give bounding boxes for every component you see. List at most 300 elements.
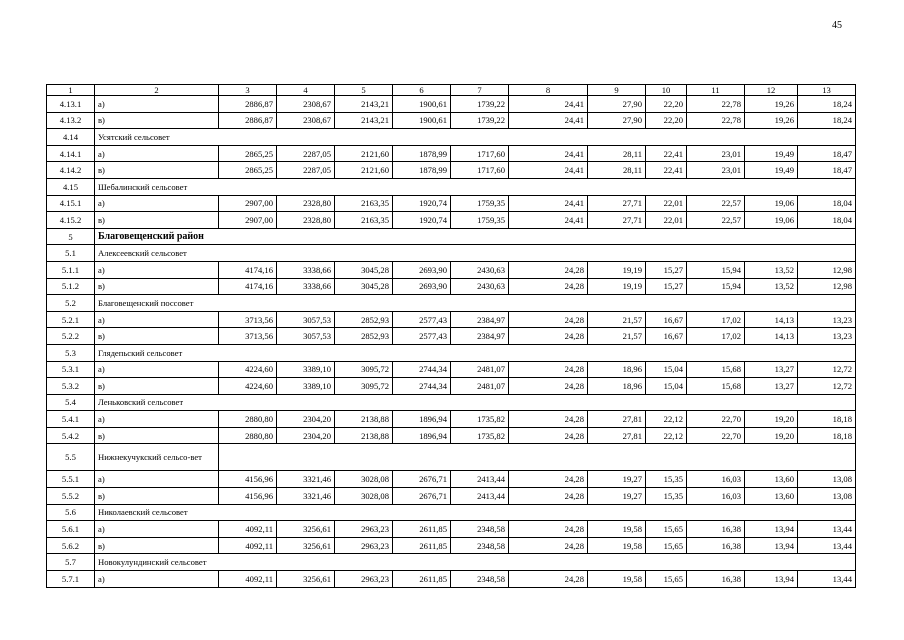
row-number-cell: 5.6.1: [47, 521, 95, 538]
value-cell: 3338,66: [277, 261, 335, 278]
value-cell: 2143,21: [335, 112, 393, 129]
table-row: [47, 112, 856, 129]
value-cell: 14,13: [745, 311, 798, 328]
value-cell: 2744,34: [393, 361, 451, 378]
value-cell: 2676,71: [393, 471, 451, 488]
value-cell: 2384,97: [451, 311, 509, 328]
value-cell: 18,04: [798, 212, 856, 229]
value-cell: 27,90: [588, 112, 646, 129]
value-cell: 17,02: [687, 311, 745, 328]
value-cell: 19,20: [745, 411, 798, 428]
variant-cell: в): [95, 278, 219, 295]
value-cell: 1896,94: [393, 411, 451, 428]
section-row: [47, 344, 856, 361]
value-cell: 24,28: [509, 378, 588, 395]
column-number-cell: 9: [588, 85, 646, 96]
value-cell: 15,94: [687, 278, 745, 295]
table-row: [47, 411, 856, 428]
row-number-cell: 5.3.2: [47, 378, 95, 395]
table-row: [47, 378, 856, 395]
column-number-cell: 4: [277, 85, 335, 96]
value-cell: 17,02: [687, 328, 745, 345]
table-row: [47, 471, 856, 488]
column-number-cell: 7: [451, 85, 509, 96]
value-cell: 4174,16: [219, 278, 277, 295]
value-cell: 13,23: [798, 311, 856, 328]
value-cell: 2163,35: [335, 195, 393, 212]
value-cell: 1878,99: [393, 162, 451, 179]
table-row: [47, 212, 856, 229]
row-number-cell: 5.5.1: [47, 471, 95, 488]
section-row: [47, 178, 856, 195]
section-row: [47, 295, 856, 312]
value-cell: 18,47: [798, 162, 856, 179]
variant-cell: в): [95, 427, 219, 444]
table-body: [47, 85, 856, 588]
value-cell: 15,04: [646, 378, 687, 395]
value-cell: 22,78: [687, 96, 745, 113]
row-number-cell: 4.14.2: [47, 162, 95, 179]
value-cell: 15,35: [646, 471, 687, 488]
value-cell: 18,24: [798, 96, 856, 113]
variant-cell: а): [95, 521, 219, 538]
column-number-cell: 3: [219, 85, 277, 96]
variant-cell: а): [95, 96, 219, 113]
value-cell: 2308,67: [277, 96, 335, 113]
value-cell: 2886,87: [219, 96, 277, 113]
value-cell: 2348,58: [451, 537, 509, 554]
value-cell: 19,27: [588, 471, 646, 488]
value-cell: 2348,58: [451, 521, 509, 538]
row-number-cell: 5.7: [47, 554, 95, 571]
value-cell: 1735,82: [451, 427, 509, 444]
column-number-cell: 1: [47, 85, 95, 96]
value-cell: 4092,11: [219, 521, 277, 538]
settlement-name: Николаевский сельсовет: [95, 504, 856, 521]
value-cell: 23,01: [687, 145, 745, 162]
value-cell: 3045,28: [335, 278, 393, 295]
value-cell: 2304,20: [277, 427, 335, 444]
variant-cell: в): [95, 378, 219, 395]
value-cell: 3338,66: [277, 278, 335, 295]
value-cell: 2328,80: [277, 195, 335, 212]
value-cell: 19,27: [588, 488, 646, 505]
value-cell: 2963,23: [335, 521, 393, 538]
value-cell: 13,60: [745, 488, 798, 505]
variant-cell: а): [95, 361, 219, 378]
value-cell: 24,28: [509, 521, 588, 538]
value-cell: 27,81: [588, 411, 646, 428]
value-cell: 16,38: [687, 537, 745, 554]
value-cell: 3256,61: [277, 521, 335, 538]
value-cell: 2676,71: [393, 488, 451, 505]
value-cell: 3095,72: [335, 378, 393, 395]
column-number-cell: 12: [745, 85, 798, 96]
page-number: 45: [832, 20, 842, 31]
value-cell: 2308,67: [277, 112, 335, 129]
value-cell: 12,98: [798, 261, 856, 278]
value-cell: 27,71: [588, 212, 646, 229]
value-cell: 3256,61: [277, 537, 335, 554]
value-cell: 4092,11: [219, 537, 277, 554]
value-cell: 2328,80: [277, 212, 335, 229]
value-cell: 22,57: [687, 212, 745, 229]
value-cell: 28,11: [588, 145, 646, 162]
value-cell: 3389,10: [277, 361, 335, 378]
value-cell: 24,41: [509, 96, 588, 113]
variant-cell: а): [95, 471, 219, 488]
tariff-table: [46, 84, 856, 588]
value-cell: 2744,34: [393, 378, 451, 395]
value-cell: 2304,20: [277, 411, 335, 428]
value-cell: 2481,07: [451, 378, 509, 395]
row-number-cell: 5.2: [47, 295, 95, 312]
value-cell: 2907,00: [219, 195, 277, 212]
value-cell: 1717,60: [451, 162, 509, 179]
value-cell: 13,60: [745, 471, 798, 488]
value-cell: 2865,25: [219, 162, 277, 179]
value-cell: 16,03: [687, 488, 745, 505]
row-number-cell: 4.15.2: [47, 212, 95, 229]
value-cell: 16,03: [687, 471, 745, 488]
row-number-cell: 5.7.1: [47, 571, 95, 588]
value-cell: 2693,90: [393, 278, 451, 295]
value-cell: 2880,80: [219, 411, 277, 428]
section-row: [47, 394, 856, 411]
value-cell: 21,57: [588, 328, 646, 345]
value-cell: 1735,82: [451, 411, 509, 428]
value-cell: 2143,21: [335, 96, 393, 113]
value-cell: 1717,60: [451, 145, 509, 162]
value-cell: 27,71: [588, 195, 646, 212]
value-cell: 2430,63: [451, 261, 509, 278]
value-cell: 22,78: [687, 112, 745, 129]
value-cell: 24,28: [509, 471, 588, 488]
value-cell: 24,28: [509, 311, 588, 328]
row-number-cell: 5.1: [47, 245, 95, 262]
value-cell: 18,47: [798, 145, 856, 162]
row-number-cell: 5.5.2: [47, 488, 95, 505]
value-cell: 2384,97: [451, 328, 509, 345]
value-cell: 24,41: [509, 145, 588, 162]
settlement-name: Алексеевский сельсовет: [95, 245, 856, 262]
value-cell: 24,28: [509, 328, 588, 345]
value-cell: 13,23: [798, 328, 856, 345]
value-cell: 16,67: [646, 328, 687, 345]
table-row: [47, 488, 856, 505]
value-cell: 1920,74: [393, 212, 451, 229]
value-cell: 2852,93: [335, 328, 393, 345]
value-cell: 24,41: [509, 112, 588, 129]
value-cell: 18,96: [588, 378, 646, 395]
row-number-cell: 5.4.1: [47, 411, 95, 428]
value-cell: 15,35: [646, 488, 687, 505]
variant-cell: в): [95, 162, 219, 179]
column-number-cell: 8: [509, 85, 588, 96]
value-cell: 2121,60: [335, 145, 393, 162]
value-cell: 2611,85: [393, 571, 451, 588]
row-number-cell: 4.14.1: [47, 145, 95, 162]
value-cell: 12,72: [798, 361, 856, 378]
value-cell: 3057,53: [277, 328, 335, 345]
value-cell: 19,06: [745, 195, 798, 212]
column-number-header: [47, 85, 856, 96]
value-cell: 24,28: [509, 488, 588, 505]
value-cell: 2481,07: [451, 361, 509, 378]
column-number-cell: 11: [687, 85, 745, 96]
column-number-cell: 5: [335, 85, 393, 96]
table-row: [47, 427, 856, 444]
value-cell: 19,26: [745, 96, 798, 113]
value-cell: 18,18: [798, 411, 856, 428]
variant-cell: в): [95, 488, 219, 505]
value-cell: 2963,23: [335, 571, 393, 588]
value-cell: 2852,93: [335, 311, 393, 328]
value-cell: 22,57: [687, 195, 745, 212]
variant-cell: в): [95, 328, 219, 345]
variant-cell: в): [95, 212, 219, 229]
value-cell: 15,27: [646, 278, 687, 295]
value-cell: 15,65: [646, 571, 687, 588]
value-cell: 13,44: [798, 521, 856, 538]
value-cell: 4156,96: [219, 471, 277, 488]
value-cell: 13,52: [745, 278, 798, 295]
row-number-cell: 5.6: [47, 504, 95, 521]
value-cell: 22,12: [646, 427, 687, 444]
value-cell: 2287,05: [277, 162, 335, 179]
value-cell: 22,01: [646, 212, 687, 229]
value-cell: 12,72: [798, 378, 856, 395]
value-cell: 24,28: [509, 427, 588, 444]
value-cell: 3256,61: [277, 571, 335, 588]
table-row: [47, 195, 856, 212]
value-cell: 3028,08: [335, 471, 393, 488]
value-cell: 2611,85: [393, 537, 451, 554]
value-cell: 3095,72: [335, 361, 393, 378]
value-cell: 2121,60: [335, 162, 393, 179]
variant-cell: а): [95, 145, 219, 162]
table-row: [47, 571, 856, 588]
value-cell: 16,38: [687, 571, 745, 588]
table-row: [47, 96, 856, 113]
table-row: [47, 162, 856, 179]
value-cell: 24,28: [509, 571, 588, 588]
value-cell: 4156,96: [219, 488, 277, 505]
value-cell: 22,20: [646, 96, 687, 113]
table-row: [47, 521, 856, 538]
value-cell: 19,49: [745, 162, 798, 179]
row-number-cell: 5.1.1: [47, 261, 95, 278]
value-cell: 22,41: [646, 145, 687, 162]
value-cell: 1759,35: [451, 212, 509, 229]
row-number-cell: 5.3: [47, 344, 95, 361]
value-cell: 1920,74: [393, 195, 451, 212]
value-cell: 15,68: [687, 361, 745, 378]
value-cell: 2163,35: [335, 212, 393, 229]
value-cell: 2413,44: [451, 488, 509, 505]
value-cell: 13,94: [745, 537, 798, 554]
value-cell: 16,38: [687, 521, 745, 538]
row-number-cell: 5.6.2: [47, 537, 95, 554]
value-cell: 22,70: [687, 427, 745, 444]
variant-cell: в): [95, 537, 219, 554]
value-cell: 4224,60: [219, 378, 277, 395]
value-cell: 2880,80: [219, 427, 277, 444]
row-number-cell: 4.13.1: [47, 96, 95, 113]
value-cell: 13,94: [745, 571, 798, 588]
row-number-cell: 5: [47, 228, 95, 245]
row-number-cell: 5.5: [47, 444, 95, 471]
settlement-name: Усятский сельсовет: [95, 129, 856, 146]
value-cell: 22,41: [646, 162, 687, 179]
table-row: [47, 361, 856, 378]
value-cell: 21,57: [588, 311, 646, 328]
row-number-cell: 4.14: [47, 129, 95, 146]
column-number-cell: 2: [95, 85, 219, 96]
value-cell: 14,13: [745, 328, 798, 345]
value-cell: 2413,44: [451, 471, 509, 488]
value-cell: 2138,88: [335, 411, 393, 428]
value-cell: 4224,60: [219, 361, 277, 378]
value-cell: 2138,88: [335, 427, 393, 444]
value-cell: 2865,25: [219, 145, 277, 162]
value-cell: 13,52: [745, 261, 798, 278]
value-cell: 2287,05: [277, 145, 335, 162]
column-number-cell: 6: [393, 85, 451, 96]
value-cell: 16,67: [646, 311, 687, 328]
value-cell: 19,20: [745, 427, 798, 444]
value-cell: 1739,22: [451, 112, 509, 129]
variant-cell: а): [95, 311, 219, 328]
value-cell: 3713,56: [219, 311, 277, 328]
row-number-cell: 4.15: [47, 178, 95, 195]
value-cell: 19,06: [745, 212, 798, 229]
value-cell: 13,44: [798, 571, 856, 588]
variant-cell: а): [95, 411, 219, 428]
table-row: [47, 328, 856, 345]
settlement-name: Глядепьский сельсовет: [95, 344, 856, 361]
value-cell: 15,68: [687, 378, 745, 395]
value-cell: 13,44: [798, 537, 856, 554]
table-row: [47, 145, 856, 162]
value-cell: 19,26: [745, 112, 798, 129]
value-cell: 22,20: [646, 112, 687, 129]
value-cell: 2611,85: [393, 521, 451, 538]
row-number-cell: 5.4.2: [47, 427, 95, 444]
value-cell: 3321,46: [277, 488, 335, 505]
table-row: [47, 261, 856, 278]
value-cell: 1896,94: [393, 427, 451, 444]
section-row: [47, 444, 856, 471]
value-cell: 1878,99: [393, 145, 451, 162]
value-cell: 13,08: [798, 471, 856, 488]
value-cell: 22,70: [687, 411, 745, 428]
value-cell: 15,65: [646, 521, 687, 538]
row-number-cell: 5.1.2: [47, 278, 95, 295]
value-cell: 23,01: [687, 162, 745, 179]
table-row: [47, 537, 856, 554]
column-number-cell: 10: [646, 85, 687, 96]
value-cell: 18,18: [798, 427, 856, 444]
value-cell: 13,94: [745, 521, 798, 538]
value-cell: 2430,63: [451, 278, 509, 295]
value-cell: 1900,61: [393, 96, 451, 113]
settlement-name: Шебалинский сельсовет: [95, 178, 856, 195]
value-cell: 15,27: [646, 261, 687, 278]
value-cell: 27,90: [588, 96, 646, 113]
value-cell: 22,01: [646, 195, 687, 212]
value-cell: 13,08: [798, 488, 856, 505]
value-cell: 24,28: [509, 537, 588, 554]
value-cell: 19,58: [588, 521, 646, 538]
value-cell: 2577,43: [393, 328, 451, 345]
value-cell: 24,28: [509, 261, 588, 278]
value-cell: 18,04: [798, 195, 856, 212]
variant-cell: а): [95, 571, 219, 588]
row-number-cell: 5.2.2: [47, 328, 95, 345]
value-cell: 24,28: [509, 411, 588, 428]
variant-cell: а): [95, 261, 219, 278]
table-row: [47, 311, 856, 328]
table-row: [47, 278, 856, 295]
value-cell: 3321,46: [277, 471, 335, 488]
section-row: [47, 504, 856, 521]
row-number-cell: 4.13.2: [47, 112, 95, 129]
value-cell: 19,58: [588, 571, 646, 588]
value-cell: 4092,11: [219, 571, 277, 588]
value-cell: 24,41: [509, 212, 588, 229]
value-cell: 18,96: [588, 361, 646, 378]
column-number-cell: 13: [798, 85, 856, 96]
section-row: [47, 554, 856, 571]
value-cell: 24,28: [509, 361, 588, 378]
value-cell: 3028,08: [335, 488, 393, 505]
settlement-name: Благовещенский поссовет: [95, 295, 856, 312]
value-cell: 2693,90: [393, 261, 451, 278]
value-cell: 2577,43: [393, 311, 451, 328]
value-cell: 24,41: [509, 195, 588, 212]
value-cell: 28,11: [588, 162, 646, 179]
value-cell: 24,41: [509, 162, 588, 179]
value-cell: 3713,56: [219, 328, 277, 345]
section-row: [47, 129, 856, 146]
value-cell: 1900,61: [393, 112, 451, 129]
value-cell: 1739,22: [451, 96, 509, 113]
row-number-cell: 5.3.1: [47, 361, 95, 378]
settlement-name: Новокулундинский сельсовет: [95, 554, 856, 571]
row-number-cell: 5.2.1: [47, 311, 95, 328]
settlement-name: Нижнекучукский сельсо-вет: [95, 444, 219, 471]
section-row: [47, 245, 856, 262]
value-cell: 19,49: [745, 145, 798, 162]
row-number-cell: 4.15.1: [47, 195, 95, 212]
value-cell: 19,19: [588, 278, 646, 295]
value-cell: 2886,87: [219, 112, 277, 129]
value-cell: 27,81: [588, 427, 646, 444]
value-cell: 2963,23: [335, 537, 393, 554]
variant-cell: в): [95, 112, 219, 129]
variant-cell: а): [95, 195, 219, 212]
value-cell: 12,98: [798, 278, 856, 295]
settlement-name: Леньковский сельсовет: [95, 394, 856, 411]
value-cell: 3057,53: [277, 311, 335, 328]
value-cell: 19,58: [588, 537, 646, 554]
row-number-cell: 5.4: [47, 394, 95, 411]
region-name: Благовещенский район: [95, 228, 856, 245]
value-cell: 15,04: [646, 361, 687, 378]
region-row: [47, 228, 856, 245]
value-cell: 2907,00: [219, 212, 277, 229]
